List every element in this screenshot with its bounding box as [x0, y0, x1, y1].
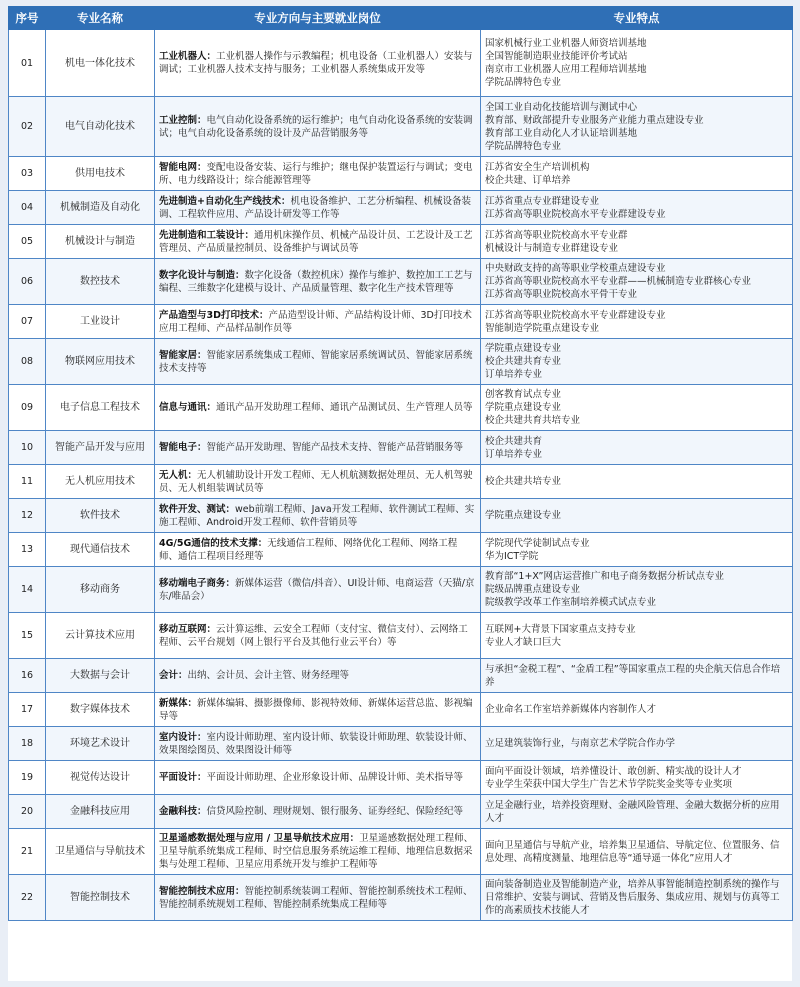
direction-positions: 出纳、会计员、会计主管、财务经理等: [187, 670, 350, 681]
feature-item: 面向平面设计领域，培养懂设计、敢创新、精实战的设计人才: [485, 765, 742, 777]
features-cell: [481, 567, 793, 613]
feature-item: 互联网+大背景下国家重点支持专业: [485, 623, 636, 635]
row-number: 20: [9, 795, 46, 829]
features-cell: [481, 259, 793, 305]
majors-table: [8, 6, 793, 921]
major-name: 环境艺术设计: [46, 727, 155, 761]
feature-item: 教育部工业自动化人才认证培训基地: [485, 127, 638, 139]
direction-keyword: 工业控制：: [159, 114, 207, 126]
features-cell: [481, 613, 793, 659]
feature-item: 专业学生荣获中国大学生广告艺术节学院奖金奖等专业奖项: [485, 778, 733, 790]
row-number: 09: [9, 385, 46, 431]
row-number: 16: [9, 659, 46, 693]
feature-item: 全国智能制造职业技能评价考试站: [485, 51, 628, 62]
direction-positions: 云计算运维、云安全工程师（支付宝、微信支付）、云网络工程师、云平台规划（网上银行平台及其他行业云平台）等: [159, 623, 468, 648]
feature-item: 校企共建、订单培养: [485, 174, 571, 186]
direction-cell: [155, 693, 481, 727]
direction-keyword: 平面设计：: [159, 772, 207, 783]
direction-cell: [155, 829, 481, 875]
row-number: 07: [9, 305, 46, 339]
direction-positions: 无线通信工程师、网络优化工程师、网络工程师、通信工程项目经理等: [159, 537, 458, 562]
feature-item: 教育部、财政部提升专业服务产业能力重点建设专业: [485, 114, 704, 126]
direction-cell: [155, 259, 481, 305]
row-number: 03: [9, 157, 46, 191]
features-cell: [481, 533, 793, 567]
major-name: 智能控制技术: [46, 875, 155, 921]
direction-positions: 新媒体编辑、摄影摄像师、影视特效师、新媒体运营总监、影视编导等: [159, 697, 473, 722]
row-number: 17: [9, 693, 46, 727]
feature-item: 校企共建共培专业: [485, 476, 562, 487]
feature-item: 江苏省安全生产培训机构: [485, 161, 590, 173]
features-cell: [481, 829, 793, 875]
direction-cell: [155, 727, 481, 761]
direction-keyword: 智能电网：: [159, 161, 207, 173]
major-name: 数控技术: [46, 259, 155, 305]
features-cell: [481, 659, 793, 693]
direction-cell: [155, 533, 481, 567]
row-number: 01: [9, 30, 46, 97]
table-row: [9, 431, 793, 465]
table-row: [9, 157, 793, 191]
direction-positions: 卫星遥感数据处理工程师、卫星导航系统集成工程师、时空信息服务系统运维工程师、地理信息数据采集与处理工程师、卫星应用系统开发与维护工程师等: [159, 833, 474, 870]
feature-item: 立足金融行业，培养投资理财、金融风险管理、金融大数据分析的应用人才: [485, 799, 780, 824]
direction-positions: 无人机辅助设计开发工程师、无人机航测数据处理员、无人机驾驶员、无人机组装调试员等: [159, 469, 473, 494]
feature-item: 专业人才缺口巨大: [485, 636, 562, 648]
feature-item: 订单培养专业: [485, 369, 543, 380]
majors-table-frame: [8, 6, 792, 981]
feature-item: 立足建筑装饰行业，与南京艺术学院合作办学: [485, 738, 676, 749]
major-name: 数字媒体技术: [46, 693, 155, 727]
feature-item: 学院重点建设专业: [485, 510, 562, 521]
row-number: 13: [9, 533, 46, 567]
features-cell: [481, 191, 793, 225]
major-name: 智能产品开发与应用: [46, 431, 155, 465]
direction-keyword: 移动端电子商务：: [159, 577, 236, 589]
feature-item: 学院品牌特色专业: [485, 140, 562, 152]
direction-positions: 变配电设备安装、运行与维护；继电保护装置运行与调试；变电所、电力线路设计；综合能源管理等: [159, 161, 473, 186]
major-name: 软件技术: [46, 499, 155, 533]
direction-keyword: 会计：: [159, 670, 188, 681]
row-number: 10: [9, 431, 46, 465]
feature-item: 江苏省高等职业院校高水平专业群: [485, 229, 628, 241]
feature-item: 面向装备制造业及智能制造产业，培养从事智能制造控制系统的操作与日常维护、安装与调试、营销及售后服务、集成应用、规划与仿真等工作的高素质技术技能人才: [485, 879, 780, 916]
feature-item: 订单培养专业: [485, 448, 543, 460]
table-row: [9, 191, 793, 225]
direction-keyword: 金融科技：: [159, 806, 207, 817]
table-row: [9, 499, 793, 533]
feature-item: 面向卫星通信与导航产业，培养集卫星通信、导航定位、位置服务、信息处理、高精度测量、地理信息等“通导遥一体化”应用人才: [485, 839, 780, 864]
feature-item: 江苏省高等职业院校高水平专业群——机械制造专业群核心专业: [485, 276, 752, 287]
feature-item: 江苏省高等职业院校高水平专业群建设专业: [485, 208, 666, 220]
feature-item: 学院现代学徒制试点专业: [485, 537, 590, 549]
table-row: [9, 225, 793, 259]
feature-item: 教育部“1+X”网店运营推广和电子商务数据分析试点专业: [485, 571, 724, 582]
direction-keyword: 产品造型与3D打印技术：: [159, 309, 269, 321]
features-cell: [481, 875, 793, 921]
major-name: 工业设计: [46, 305, 155, 339]
row-number: 22: [9, 875, 46, 921]
features-cell: [481, 727, 793, 761]
feature-item: 南京市工业机器人应用工程师培训基地: [485, 64, 647, 75]
feature-item: 与承担“金税工程”、“金盾工程”等国家重点工程的央企航天信息合作培养: [485, 663, 781, 688]
table-header-row: [9, 7, 793, 30]
direction-keyword: 先进制造+自动化生产线技术：: [159, 195, 291, 207]
direction-keyword: 无人机：: [159, 469, 198, 481]
table-row: [9, 795, 793, 829]
row-number: 06: [9, 259, 46, 305]
table-row: [9, 829, 793, 875]
header-direction: 专业方向与主要就业岗位: [155, 7, 481, 30]
feature-item: 机械设计与制造专业群建设专业: [485, 242, 619, 254]
features-cell: [481, 97, 793, 157]
direction-cell: [155, 385, 481, 431]
table-body: [9, 30, 793, 921]
feature-item: 学院品牌特色专业: [485, 77, 562, 88]
features-cell: [481, 30, 793, 97]
direction-keyword: 智能电子：: [159, 442, 207, 453]
feature-item: 华为ICT学院: [485, 550, 539, 562]
direction-positions: 产品造型设计师、产品结构设计师、3D打印技术应用工程师、产品样品制作员等: [159, 309, 472, 334]
direction-cell: [155, 659, 481, 693]
features-cell: [481, 385, 793, 431]
row-number: 21: [9, 829, 46, 875]
major-name: 供用电技术: [46, 157, 155, 191]
direction-positions: 电气自动化设备系统的运行维护；电气自动化设备系统的安装调试；电气自动化设备系统的设计及产品营销服务等: [159, 114, 473, 139]
table-row: [9, 97, 793, 157]
major-name: 无人机应用技术: [46, 465, 155, 499]
row-number: 12: [9, 499, 46, 533]
features-cell: [481, 761, 793, 795]
major-name: 现代通信技术: [46, 533, 155, 567]
direction-positions: 室内设计师助理、室内设计师、软装设计师助理、软装设计师、效果图绘图员、效果图设计师等: [159, 731, 473, 756]
major-name: 机械设计与制造: [46, 225, 155, 259]
direction-positions: 通用机床操作员、机械产品设计员、工艺设计及工艺管理员、产品质量控制员、设备维护与调试员等: [159, 229, 473, 254]
direction-keyword: 移动互联网：: [159, 623, 217, 635]
table-row: [9, 259, 793, 305]
direction-keyword: 数字化设计与制造：: [159, 269, 245, 281]
table-row: [9, 875, 793, 921]
major-name: 移动商务: [46, 567, 155, 613]
direction-cell: [155, 157, 481, 191]
feature-item: 企业命名工作室培养新媒体内容制作人才: [485, 704, 657, 715]
feature-item: 江苏省重点专业群建设专业: [485, 195, 600, 207]
table-row: [9, 693, 793, 727]
feature-item: 全国工业自动化技能培训与测试中心: [485, 101, 638, 113]
major-name: 机电一体化技术: [46, 30, 155, 97]
feature-item: 学院重点建设专业: [485, 343, 562, 354]
row-number: 19: [9, 761, 46, 795]
feature-item: 院级教学改革工作室制培养模式试点专业: [485, 597, 657, 608]
feature-item: 国家机械行业工业机器人师资培训基地: [485, 38, 647, 49]
features-cell: [481, 693, 793, 727]
table-row: [9, 339, 793, 385]
direction-cell: [155, 191, 481, 225]
direction-cell: [155, 339, 481, 385]
table-row: [9, 659, 793, 693]
direction-positions: web前端工程师、Java开发工程师、软件测试工程师、实施工程师、Android开发工程师、软件营销员等: [159, 503, 475, 528]
row-number: 04: [9, 191, 46, 225]
direction-cell: [155, 30, 481, 97]
direction-cell: [155, 761, 481, 795]
direction-keyword: 室内设计：: [159, 731, 207, 743]
row-number: 08: [9, 339, 46, 385]
direction-cell: [155, 795, 481, 829]
direction-keyword: 卫星遥感数据处理与应用 / 卫星导航技术应用：: [159, 833, 360, 844]
major-name: 物联网应用技术: [46, 339, 155, 385]
features-cell: [481, 305, 793, 339]
direction-keyword: 4G/5G通信的技术支撑：: [159, 537, 268, 549]
feature-item: 创客教育试点专业: [485, 389, 562, 400]
direction-cell: [155, 225, 481, 259]
table-row: [9, 613, 793, 659]
row-number: 05: [9, 225, 46, 259]
table-row: [9, 30, 793, 97]
direction-cell: [155, 97, 481, 157]
direction-keyword: 先进制造和工装设计：: [159, 229, 255, 241]
direction-keyword: 新媒体：: [159, 697, 198, 709]
direction-positions: 新媒体运营（微信/抖音）、UI设计师、电商运营（天猫/京东/唯品会）: [159, 577, 475, 602]
features-cell: [481, 339, 793, 385]
header-num: 序号: [9, 7, 46, 30]
features-cell: [481, 499, 793, 533]
major-name: 电气自动化技术: [46, 97, 155, 157]
major-name: 卫星通信与导航技术: [46, 829, 155, 875]
direction-positions: 工业机器人操作与示教编程；机电设备（工业机器人）安装与调试；工业机器人技术支持与服务；工业机器人系统集成开发等: [159, 51, 473, 75]
feature-item: 校企共建共育共培专业: [485, 415, 581, 426]
table-row: [9, 465, 793, 499]
direction-keyword: 软件开发、测试：: [159, 503, 236, 515]
direction-keyword: 工业机器人：: [159, 51, 217, 62]
direction-positions: 平面设计师助理、企业形象设计师、品牌设计师、美术指导等: [206, 772, 464, 783]
feature-item: 智能制造学院重点建设专业: [485, 322, 600, 334]
direction-keyword: 智能控制技术应用：: [159, 885, 245, 897]
direction-positions: 机电设备维护、工艺分析编程、机械设备装调、工程软件应用、产品设计研发等工作等: [159, 195, 471, 220]
row-number: 15: [9, 613, 46, 659]
table-row: [9, 305, 793, 339]
feature-item: 江苏省高等职业院校高水平专业群建设专业: [485, 309, 666, 321]
features-cell: [481, 157, 793, 191]
features-cell: [481, 795, 793, 829]
row-number: 18: [9, 727, 46, 761]
row-number: 11: [9, 465, 46, 499]
features-cell: [481, 431, 793, 465]
direction-cell: [155, 431, 481, 465]
row-number: 02: [9, 97, 46, 157]
header-features: 专业特点: [481, 7, 793, 30]
direction-positions: 智能家居系统集成工程师、智能家居系统调试员、智能家居系统技术支持等: [159, 349, 473, 374]
feature-item: 校企共建共育: [485, 435, 543, 447]
table-row: [9, 567, 793, 613]
table-row: [9, 727, 793, 761]
direction-cell: [155, 499, 481, 533]
direction-cell: [155, 875, 481, 921]
direction-cell: [155, 465, 481, 499]
direction-keyword: 智能家居：: [159, 349, 207, 361]
direction-keyword: 信息与通讯：: [159, 402, 217, 413]
direction-positions: 信贷风险控制、理财规划、银行服务、证券经纪、保险经纪等: [206, 806, 464, 817]
major-name: 大数据与会计: [46, 659, 155, 693]
header-name: 专业名称: [46, 7, 155, 30]
feature-item: 江苏省高等职业院校高水平骨干专业: [485, 289, 638, 300]
features-cell: [481, 225, 793, 259]
major-name: 金融科技应用: [46, 795, 155, 829]
major-name: 云计算技术应用: [46, 613, 155, 659]
feature-item: 学院重点建设专业: [485, 402, 562, 413]
feature-item: 中央财政支持的高等职业学校重点建设专业: [485, 263, 666, 274]
table-row: [9, 385, 793, 431]
feature-item: 校企共建共育专业: [485, 356, 562, 367]
direction-positions: 通讯产品开发助理工程师、通讯产品测试员、生产管理人员等: [216, 402, 473, 413]
feature-item: 院级品牌重点建设专业: [485, 584, 581, 595]
direction-positions: 数字化设备（数控机床）操作与维护、数控加工工艺与编程、三维数字化建模与设计、产品质量管理、数字化生产技术管理等: [159, 269, 473, 294]
direction-cell: [155, 613, 481, 659]
major-name: 视觉传达设计: [46, 761, 155, 795]
features-cell: [481, 465, 793, 499]
major-name: 机械制造及自动化: [46, 191, 155, 225]
major-name: 电子信息工程技术: [46, 385, 155, 431]
direction-cell: [155, 305, 481, 339]
direction-cell: [155, 567, 481, 613]
direction-positions: 智能产品开发助理、智能产品技术支持、智能产品营销服务等: [206, 442, 464, 453]
table-row: [9, 533, 793, 567]
direction-positions: 智能控制系统装调工程师、智能控制系统技术工程师、智能控制系统规划工程师、智能控制系统集成工程师等: [159, 885, 473, 910]
table-row: [9, 761, 793, 795]
row-number: 14: [9, 567, 46, 613]
